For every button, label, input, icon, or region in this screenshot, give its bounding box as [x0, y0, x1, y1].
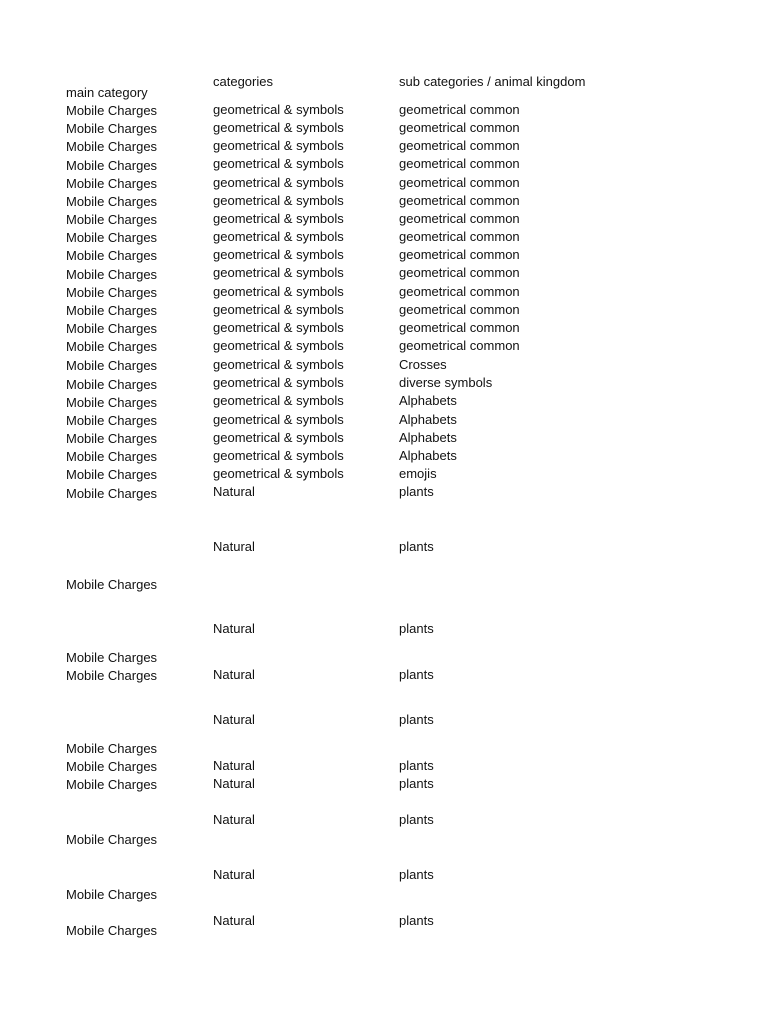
row-category: Natural	[213, 667, 255, 682]
row-main-category: Mobile Charges	[66, 777, 158, 792]
row-main-category: Mobile Charges	[66, 741, 158, 756]
row-category: geometrical & symbols	[213, 338, 344, 353]
row-sub-category: plants	[399, 812, 434, 827]
row-category: geometrical & symbols	[213, 229, 344, 244]
row-category: geometrical & symbols	[213, 138, 344, 153]
row-main-category: Mobile Charges	[66, 577, 158, 592]
row-category: geometrical & symbols	[213, 102, 344, 117]
row-main-category: Mobile Charges	[66, 413, 158, 428]
row-category: geometrical & symbols	[213, 284, 344, 299]
row-main-category: Mobile Charges	[66, 449, 158, 464]
row-category: Natural	[213, 712, 255, 727]
row-category: geometrical & symbols	[213, 120, 344, 135]
row-main-category: Mobile Charges	[66, 194, 158, 209]
row-main-category: Mobile Charges	[66, 377, 158, 392]
row-main-category: Mobile Charges	[66, 103, 158, 118]
row-main-category: Mobile Charges	[66, 759, 158, 774]
row-category: Natural	[213, 484, 255, 499]
row-main-category: Mobile Charges	[66, 321, 158, 336]
row-main-category: Mobile Charges	[66, 139, 158, 154]
row-category: Natural	[213, 758, 255, 773]
row-category: geometrical & symbols	[213, 393, 344, 408]
row-sub-category: geometrical common	[399, 138, 520, 153]
row-category: Natural	[213, 812, 255, 827]
row-sub-category: geometrical common	[399, 302, 520, 317]
row-sub-category: plants	[399, 776, 434, 791]
row-sub-category: geometrical common	[399, 247, 520, 262]
row-category: geometrical & symbols	[213, 320, 344, 335]
row-main-category: Mobile Charges	[66, 887, 158, 902]
row-category: geometrical & symbols	[213, 175, 344, 190]
row-sub-category: geometrical common	[399, 120, 520, 135]
row-main-category: Mobile Charges	[66, 358, 158, 373]
row-sub-category: plants	[399, 667, 434, 682]
row-category: Natural	[213, 776, 255, 791]
row-main-category: Mobile Charges	[66, 486, 158, 501]
row-main-category: Mobile Charges	[66, 248, 158, 263]
row-category: geometrical & symbols	[213, 448, 344, 463]
row-category: Natural	[213, 539, 255, 554]
row-sub-category: plants	[399, 913, 434, 928]
row-category: geometrical & symbols	[213, 357, 344, 372]
row-sub-category: Crosses	[399, 357, 447, 372]
row-sub-category: Alphabets	[399, 393, 457, 408]
row-main-category: Mobile Charges	[66, 176, 158, 191]
row-category: geometrical & symbols	[213, 193, 344, 208]
row-main-category: Mobile Charges	[66, 467, 158, 482]
row-category: geometrical & symbols	[213, 156, 344, 171]
row-category: Natural	[213, 913, 255, 928]
row-main-category: Mobile Charges	[66, 923, 158, 938]
row-main-category: Mobile Charges	[66, 339, 158, 354]
row-sub-category: geometrical common	[399, 102, 520, 117]
row-main-category: Mobile Charges	[66, 395, 158, 410]
header-main-category: main category	[66, 85, 148, 100]
row-sub-category: plants	[399, 712, 434, 727]
row-sub-category: Alphabets	[399, 412, 457, 427]
row-sub-category: geometrical common	[399, 320, 520, 335]
header-categories: categories	[213, 74, 273, 89]
row-category: geometrical & symbols	[213, 466, 344, 481]
row-category: Natural	[213, 867, 255, 882]
row-sub-category: plants	[399, 484, 434, 499]
row-main-category: Mobile Charges	[66, 121, 158, 136]
row-category: geometrical & symbols	[213, 302, 344, 317]
row-sub-category: geometrical common	[399, 193, 520, 208]
row-sub-category: geometrical common	[399, 338, 520, 353]
row-sub-category: geometrical common	[399, 265, 520, 280]
row-main-category: Mobile Charges	[66, 158, 158, 173]
row-category: geometrical & symbols	[213, 430, 344, 445]
row-main-category: Mobile Charges	[66, 230, 158, 245]
row-sub-category: emojis	[399, 466, 437, 481]
row-sub-category: Alphabets	[399, 448, 457, 463]
row-sub-category: geometrical common	[399, 284, 520, 299]
row-sub-category: plants	[399, 867, 434, 882]
row-category: geometrical & symbols	[213, 247, 344, 262]
row-main-category: Mobile Charges	[66, 212, 158, 227]
row-main-category: Mobile Charges	[66, 650, 158, 665]
row-main-category: Mobile Charges	[66, 431, 158, 446]
row-sub-category: geometrical common	[399, 211, 520, 226]
row-sub-category: diverse symbols	[399, 375, 493, 390]
row-main-category: Mobile Charges	[66, 285, 158, 300]
row-category: Natural	[213, 621, 255, 636]
row-sub-category: geometrical common	[399, 156, 520, 171]
row-main-category: Mobile Charges	[66, 668, 158, 683]
row-category: geometrical & symbols	[213, 412, 344, 427]
row-main-category: Mobile Charges	[66, 267, 158, 282]
row-sub-category: plants	[399, 621, 434, 636]
row-sub-category: plants	[399, 758, 434, 773]
row-sub-category: geometrical common	[399, 175, 520, 190]
row-category: geometrical & symbols	[213, 211, 344, 226]
row-sub-category: Alphabets	[399, 430, 457, 445]
header-sub-categories: sub categories / animal kingdom	[399, 74, 586, 89]
row-category: geometrical & symbols	[213, 375, 344, 390]
row-main-category: Mobile Charges	[66, 303, 158, 318]
row-category: geometrical & symbols	[213, 265, 344, 280]
row-main-category: Mobile Charges	[66, 832, 158, 847]
row-sub-category: plants	[399, 539, 434, 554]
row-sub-category: geometrical common	[399, 229, 520, 244]
